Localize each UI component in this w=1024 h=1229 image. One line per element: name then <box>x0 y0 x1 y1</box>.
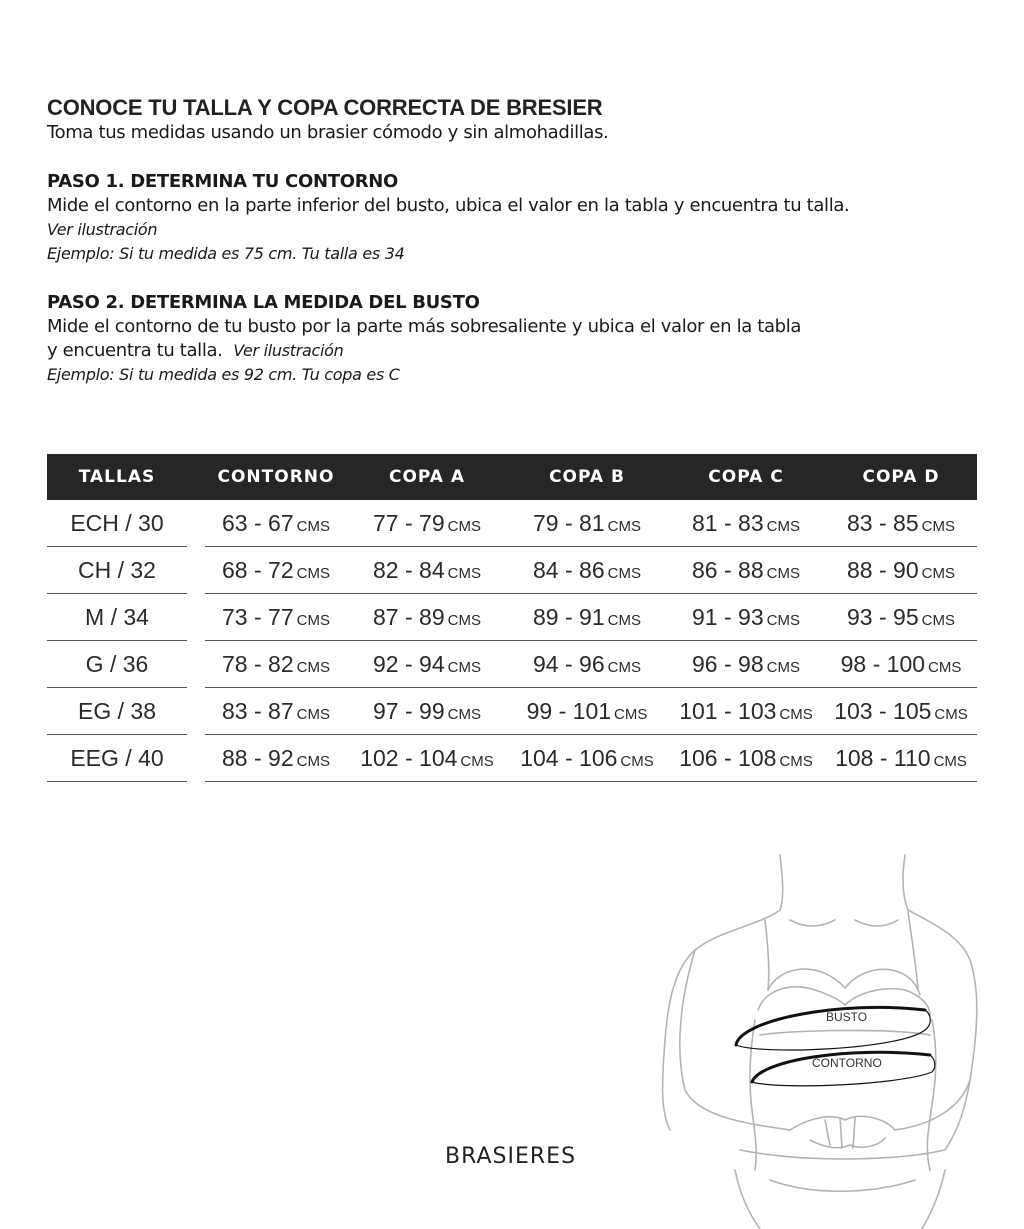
measure-value: 94 - 96 <box>533 650 605 677</box>
measure-unit: CMS <box>607 517 641 535</box>
measure-unit: CMS <box>296 611 330 629</box>
column-header-copa-c: COPA C <box>708 467 784 487</box>
step2-text-line1: Mide el contorno de tu busto por la parte más sobresaliente y ubica el valor en la tabla <box>47 316 802 337</box>
measure-unit: CMS <box>460 752 494 770</box>
size-cell: EEG / 40 <box>47 735 187 782</box>
measure-cell <box>347 594 507 641</box>
measure-cell <box>205 735 347 782</box>
table-row <box>47 735 977 782</box>
measure-unit: CMS <box>447 658 481 676</box>
measure-unit: CMS <box>933 752 967 770</box>
size-cell: M / 34 <box>47 594 187 641</box>
measure-cell <box>347 500 507 547</box>
measure-cell <box>667 688 825 735</box>
measure-unit: CMS <box>607 611 641 629</box>
step1-see-illustration: Ver ilustración <box>47 220 158 239</box>
measure-cell <box>507 547 667 594</box>
table-header <box>47 454 977 500</box>
size-cell: G / 36 <box>47 641 187 688</box>
measure-value: 108 - 110 <box>835 744 931 771</box>
measure-unit: CMS <box>921 517 955 535</box>
measure-value: 97 - 99 <box>373 697 445 724</box>
measure-value: 81 - 83 <box>692 509 764 536</box>
measure-cell <box>347 688 507 735</box>
measure-cell <box>667 547 825 594</box>
measure-unit: CMS <box>620 752 654 770</box>
measure-value: 88 - 92 <box>222 744 294 771</box>
measure-value: 73 - 77 <box>222 603 294 630</box>
measure-unit: CMS <box>766 658 800 676</box>
footer-category-label: BRASIERES <box>445 1144 577 1169</box>
table-row <box>47 547 977 594</box>
measure-cell <box>507 641 667 688</box>
measure-value: 84 - 86 <box>533 556 605 583</box>
measure-unit: CMS <box>614 705 648 723</box>
measure-cell <box>667 500 825 547</box>
measure-value: 79 - 81 <box>533 509 605 536</box>
measure-cell <box>507 500 667 547</box>
measure-unit: CMS <box>447 611 481 629</box>
measure-value: 83 - 85 <box>847 509 919 536</box>
table-row <box>47 500 977 547</box>
table-row <box>47 641 977 688</box>
column-header-copa-b: COPA B <box>549 467 625 487</box>
measure-cell <box>205 688 347 735</box>
measure-value: 104 - 106 <box>520 744 618 771</box>
table-row <box>47 688 977 735</box>
size-cell: CH / 32 <box>47 547 187 594</box>
row-spacer <box>187 547 205 594</box>
measure-unit: CMS <box>296 705 330 723</box>
measure-value: 86 - 88 <box>692 556 764 583</box>
measure-value: 87 - 89 <box>373 603 445 630</box>
measure-unit: CMS <box>296 564 330 582</box>
measure-unit: CMS <box>766 517 800 535</box>
measure-cell <box>667 641 825 688</box>
step1-example: Ejemplo: Si tu medida es 75 cm. Tu talla es 34 <box>47 244 405 263</box>
step2-title: PASO 2. DETERMINA LA MEDIDA DEL BUSTO <box>47 292 480 313</box>
measure-value: 103 - 105 <box>834 697 932 724</box>
measure-value: 91 - 93 <box>692 603 764 630</box>
measure-cell <box>507 735 667 782</box>
measure-cell <box>825 594 977 641</box>
measure-value: 93 - 95 <box>847 603 919 630</box>
measure-value: 101 - 103 <box>679 697 777 724</box>
measure-cell <box>667 735 825 782</box>
measure-cell <box>205 500 347 547</box>
measure-unit: CMS <box>921 564 955 582</box>
measure-value: 63 - 67 <box>222 509 294 536</box>
measure-cell <box>825 735 977 782</box>
measure-value: 106 - 108 <box>679 744 777 771</box>
measure-value: 102 - 104 <box>360 744 458 771</box>
step1-title: PASO 1. DETERMINA TU CONTORNO <box>47 171 399 192</box>
measure-unit: CMS <box>296 658 330 676</box>
measure-unit: CMS <box>607 564 641 582</box>
measure-value: 68 - 72 <box>222 556 294 583</box>
measure-value: 99 - 101 <box>526 697 612 724</box>
row-spacer <box>187 594 205 641</box>
measure-value: 98 - 100 <box>840 650 926 677</box>
step2-see-illustration: Ver ilustración <box>233 341 344 360</box>
table-row <box>47 594 977 641</box>
measure-unit: CMS <box>779 752 813 770</box>
measure-cell <box>667 594 825 641</box>
row-spacer <box>187 688 205 735</box>
body-measurement-illustration <box>640 850 980 1229</box>
step2-text-line2: y encuentra tu talla. <box>47 340 223 361</box>
measure-cell <box>205 547 347 594</box>
measure-cell <box>347 547 507 594</box>
measure-cell <box>825 641 977 688</box>
column-header-spacer <box>187 454 205 500</box>
row-spacer <box>187 735 205 782</box>
measure-unit: CMS <box>447 517 481 535</box>
page-title: CONOCE TU TALLA Y COPA CORRECTA DE BRESIER <box>47 95 603 120</box>
measure-cell <box>825 500 977 547</box>
measure-value: 96 - 98 <box>692 650 764 677</box>
measure-value: 89 - 91 <box>533 603 605 630</box>
measure-value: 77 - 79 <box>373 509 445 536</box>
measure-unit: CMS <box>934 705 968 723</box>
row-spacer <box>187 500 205 547</box>
measure-unit: CMS <box>921 611 955 629</box>
measure-unit: CMS <box>766 564 800 582</box>
size-cell: EG / 38 <box>47 688 187 735</box>
measure-unit: CMS <box>766 611 800 629</box>
size-cell: ECH / 30 <box>47 500 187 547</box>
measure-cell <box>507 688 667 735</box>
measure-value: 83 - 87 <box>222 697 294 724</box>
measure-value: 82 - 84 <box>373 556 445 583</box>
measure-cell <box>205 641 347 688</box>
page-subtitle: Toma tus medidas usando un brasier cómodo y sin almohadillas. <box>47 122 609 143</box>
column-header-copa-d: COPA D <box>862 467 940 487</box>
measure-unit: CMS <box>928 658 962 676</box>
step2-text-line2-wrap <box>47 339 987 363</box>
measure-cell <box>825 547 977 594</box>
measure-unit: CMS <box>607 658 641 676</box>
contour-label: CONTORNO <box>812 1056 882 1070</box>
measure-cell <box>205 594 347 641</box>
measure-unit: CMS <box>447 564 481 582</box>
table-body <box>47 500 977 782</box>
measure-value: 78 - 82 <box>222 650 294 677</box>
row-spacer <box>187 641 205 688</box>
column-header-tallas: TALLAS <box>78 467 156 487</box>
size-chart-table <box>47 454 977 782</box>
column-header-contorno: CONTORNO <box>217 467 335 487</box>
measure-unit: CMS <box>447 705 481 723</box>
measure-cell <box>825 688 977 735</box>
measure-unit: CMS <box>296 752 330 770</box>
intro-section <box>47 95 987 387</box>
table-header-row <box>47 454 977 500</box>
measure-unit: CMS <box>779 705 813 723</box>
measure-cell <box>347 735 507 782</box>
measure-unit: CMS <box>296 517 330 535</box>
step2-example: Ejemplo: Si tu medida es 92 cm. Tu copa es C <box>47 365 400 384</box>
measure-value: 92 - 94 <box>373 650 445 677</box>
column-header-copa-a: COPA A <box>388 467 466 487</box>
measure-value: 88 - 90 <box>847 556 919 583</box>
measure-cell <box>347 641 507 688</box>
measure-cell <box>507 594 667 641</box>
bust-label: BUSTO <box>826 1010 868 1024</box>
step1-text: Mide el contorno en la parte inferior del busto, ubica el valor en la tabla y encuentra tu talla. <box>47 195 850 216</box>
